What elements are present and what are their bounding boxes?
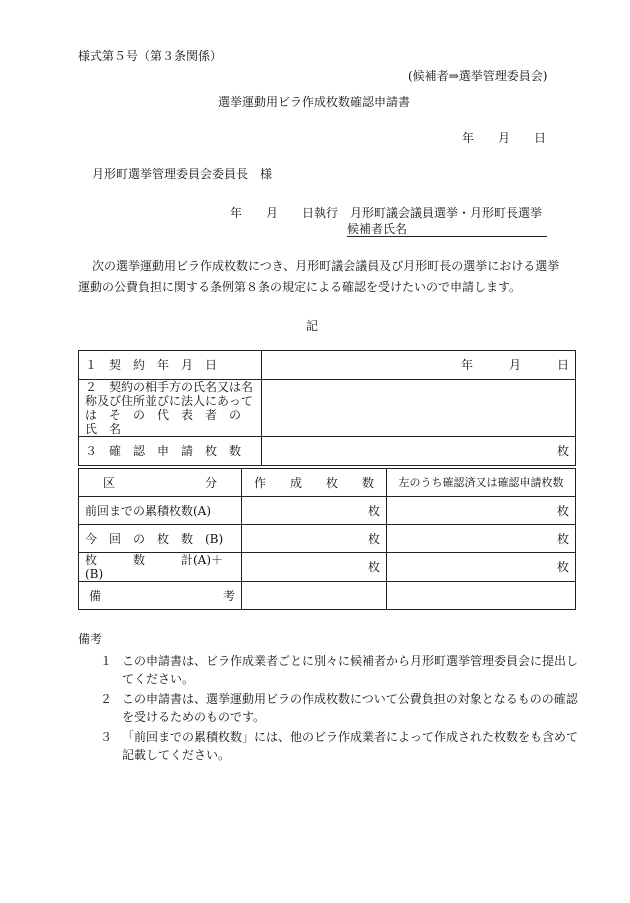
table-row xyxy=(79,497,576,525)
addressee: 月形町選挙管理委員会委員長 様 xyxy=(92,167,273,181)
submission-route: (候補者⇒選挙管理委員会) xyxy=(408,69,548,83)
contract-table xyxy=(78,350,576,466)
row-label: 今 回 の 枚 数 (B) xyxy=(79,525,242,553)
row-created-value: 枚 xyxy=(242,525,387,553)
header-created-count: 作 成 枚 数 xyxy=(242,469,387,497)
candidate-name-label: 候補者氏名 xyxy=(347,222,408,236)
note-item xyxy=(78,652,578,688)
header-confirmed-count: 左のうち確認済又は確認申請枚数 xyxy=(387,469,576,497)
requested-count-label: ３ 確 認 申 請 枚 数 xyxy=(79,437,262,466)
note-text: この申請書は、選挙運動用ビラの作成枚数について公費負担の対象となるものの確認を受けるためのものです。 xyxy=(122,692,578,724)
row-created-value: 枚 xyxy=(242,553,387,582)
note-number: １ xyxy=(99,654,112,668)
count-table-header xyxy=(79,469,576,497)
contract-date-row xyxy=(79,351,576,380)
counterparty-label xyxy=(79,380,262,437)
remarks-label-right: 考 xyxy=(222,588,235,603)
application-paragraph-line1: 次の選挙運動用ビラ作成枚数につき、月形町議会議員及び月形町長の選挙における選挙 xyxy=(92,259,560,273)
form-number: 様式第５号（第３条関係） xyxy=(78,49,223,63)
row-confirmed-value: 枚 xyxy=(387,497,576,525)
remarks-value-1 xyxy=(242,582,387,610)
counterparty-value xyxy=(262,380,576,437)
header-category xyxy=(79,469,242,497)
counterparty-label-line2: 称及び住所並びに法人にあって xyxy=(85,394,253,408)
requested-count-row xyxy=(79,437,576,466)
note-number: ３ xyxy=(99,730,112,744)
election-date-line: 年 月 日執行 月形町議会議員選挙・月形町長選挙 xyxy=(230,206,543,220)
table-row xyxy=(79,553,576,582)
note-number: ２ xyxy=(99,692,112,706)
note-text: この申請書は、ビラ作成業者ごとに別々に候補者から月形町選挙管理委員会に提出してください。 xyxy=(122,654,579,686)
note-item xyxy=(78,728,578,764)
notes-section xyxy=(78,630,578,766)
row-label: 前回までの累積枚数(A) xyxy=(79,497,242,525)
counterparty-label-line3: は そ の 代 表 者 の 氏 名 xyxy=(85,408,254,436)
row-confirmed-value: 枚 xyxy=(387,553,576,582)
note-text: 「前回までの累積枚数」には、他のビラ作成業者によって作成された枚数をも含めて記載してください。 xyxy=(122,730,579,762)
requested-count-value: 枚 xyxy=(262,437,576,466)
remarks-value-2 xyxy=(387,582,576,610)
remarks-row xyxy=(79,582,576,610)
note-item xyxy=(78,690,578,726)
count-table xyxy=(78,468,576,610)
application-date: 年 月 日 xyxy=(462,131,547,145)
row-label: 枚 数 計(A)＋(B) xyxy=(79,553,242,582)
counterparty-row xyxy=(79,380,576,437)
contract-date-value: 年 月 日 xyxy=(262,351,576,380)
document-title: 選挙運動用ビラ作成枚数確認申請書 xyxy=(218,95,411,109)
remarks-label-left: 備 xyxy=(89,588,102,603)
application-paragraph-line2: 運動の公費負担に関する条例第８条の規定による確認を受けたいので申請します。 xyxy=(78,280,522,294)
ki-mark: 記 xyxy=(306,319,319,333)
remarks-label xyxy=(79,582,242,610)
row-created-value: 枚 xyxy=(242,497,387,525)
notes-heading: 備考 xyxy=(78,632,103,646)
contract-date-label: １ 契 約 年 月 日 xyxy=(79,351,262,380)
table-row xyxy=(79,525,576,553)
counterparty-label-line1: ２ 契約の相手方の氏名又は名 xyxy=(85,380,254,394)
header-category-right: 分 xyxy=(204,475,217,490)
row-confirmed-value: 枚 xyxy=(387,525,576,553)
header-category-left: 区 xyxy=(103,475,116,490)
candidate-name-line xyxy=(347,236,547,237)
